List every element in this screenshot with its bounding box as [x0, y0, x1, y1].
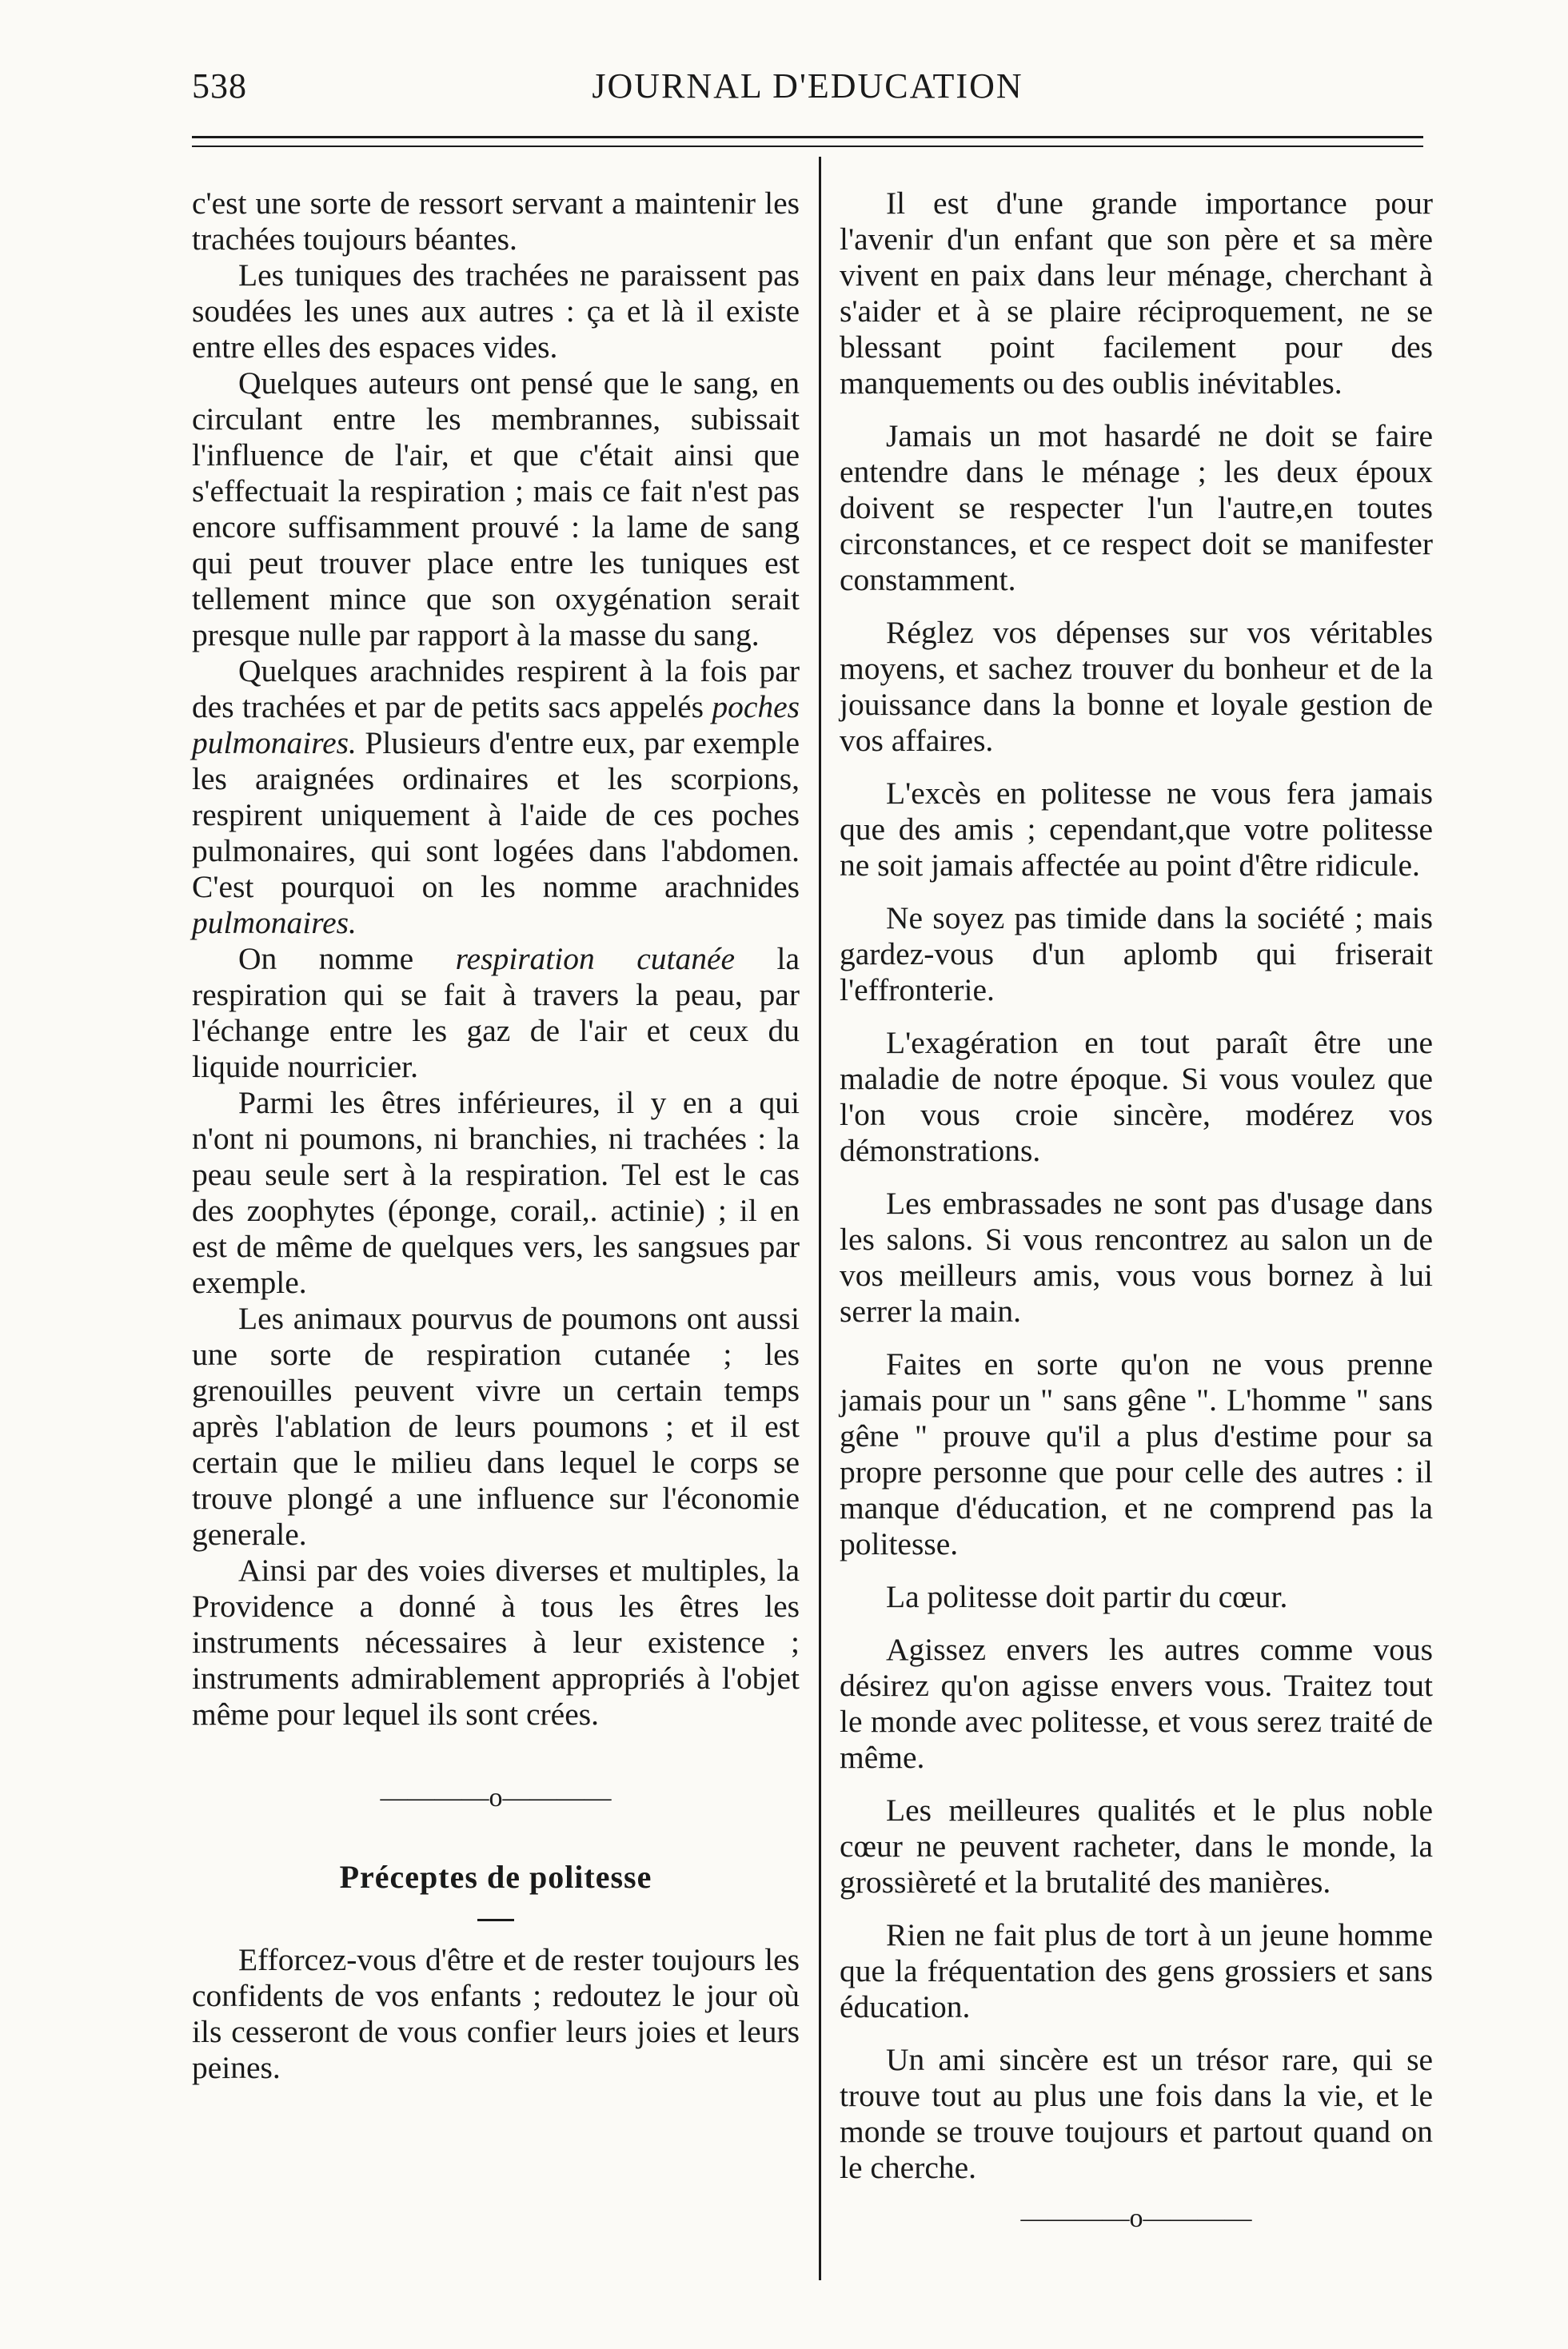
- paragraph: c'est une sorte de ressort servant a maintenir les trachées toujours béantes.: [192, 185, 800, 257]
- paragraph: Il est d'une grande importance pour l'avenir d'un enfant que son père et sa mère vivent en paix dans leur ménage, cherchant à s'aider et à se plaire réciproquement, ne se blessant point facilement pour des manquements ou des oublis inévitables.: [840, 185, 1433, 401]
- paragraph: [192, 941, 800, 1085]
- paragraph: L'excès en politesse ne vous fera jamais que des amis ; cependant,que votre politesse ne soit jamais affectée au point d'être ridicule.: [840, 776, 1433, 883]
- paragraph-text: la respiration qui se fait à travers la peau, par l'échange entre les gaz de l'air et ceux du liquide nourricier.: [192, 941, 800, 1084]
- italic-term: respiration cutanée: [455, 941, 736, 976]
- paragraph: Parmi les êtres inférieures, il y en a qui n'ont ni poumons, ni branchies, ni trachées : la peau seule sert à la respiration. Tel est le cas des zoophytes (éponge, corail,. actinie) ; il en est de même de quelques vers, les sangsues par exemple.: [192, 1085, 800, 1300]
- paragraph-text: Quelques arachnides respirent à la fois par des trachées et par de petits sacs appelés: [192, 653, 800, 724]
- paragraph: [192, 653, 800, 941]
- paragraph-text: On nomme: [238, 941, 456, 976]
- paragraph: L'exagération en tout paraît être une maladie de notre époque. Si vous voulez que l'on vous croie sincère, modérez vos démonstrations.: [840, 1025, 1433, 1168]
- header-rule: [192, 136, 1423, 138]
- paragraph: Les animaux pourvus de poumons ont aussi une sorte de respiration cutanée ; les grenouilles peuvent vivre un certain temps après l'ablation de leurs poumons ; et il est certain que le milieu dans lequel le corps se trouve plongé a une influence sur l'économie generale.: [192, 1301, 800, 1552]
- paragraph: Un ami sincère est un trésor rare, qui se trouve tout au plus une fois dans la vie, et le monde se trouve toujours et partout quand on le cherche.: [840, 2042, 1433, 2185]
- section-separator: ————o————: [380, 1783, 612, 1813]
- paragraph: Les tuniques des trachées ne paraissent pas soudées les unes aux autres : ça et là il existe entre elles des espaces vides.: [192, 257, 800, 365]
- paragraph: Les embrassades ne sont pas d'usage dans les salons. Si vous rencontrez au salon un de vos meilleurs amis, vous vous bornez à lui serrer la main.: [840, 1186, 1433, 1329]
- italic-term: pulmonaires.: [192, 905, 357, 940]
- paragraph: Jamais un mot hasardé ne doit se faire entendre dans le ménage ; les deux époux doivent se respecter l'un l'autre,en toutes circonstances, et ce respect doit se manifester constamment.: [840, 418, 1433, 597]
- header-rule-thin: [192, 146, 1423, 147]
- paragraph: Quelques auteurs ont pensé que le sang, en circulant entre les membrannes, subissait l'influence de l'air, et que c'était ainsi que s'effectuait la respiration ; mais ce fait n'est pas encore suffisamment prouvé : la lame de sang qui peut trouver place entre les tuniques est tellement mince que son oxygénation serait presque nulle par rapport à la masse du sang.: [192, 365, 800, 652]
- paragraph: Les meilleures qualités et le plus noble cœur ne peuvent racheter, dans le monde, la grossièreté et la brutalité des manières.: [840, 1793, 1433, 1900]
- paragraph: La politesse doit partir du cœur.: [886, 1579, 1288, 1614]
- paragraph: Agissez envers les autres comme vous désirez qu'on agisse envers vous. Traitez tout le monde avec politesse, et vous serez traité de même.: [840, 1632, 1433, 1775]
- paragraph: Ne soyez pas timide dans la société ; mais gardez-vous d'un aplomb qui friserait l'effronterie.: [840, 900, 1433, 1007]
- page-number: 538: [192, 66, 247, 106]
- paragraph: Rien ne fait plus de tort à un jeune homme que la fréquentation des gens grossiers et sans éducation.: [840, 1917, 1433, 2024]
- section-separator: ————o————: [1020, 2203, 1252, 2233]
- paragraph: Efforcez-vous d'être et de rester toujours les confidents de vos enfants ; redoutez le jour où ils cesseront de vous confier leurs joies et leurs peines.: [192, 1942, 800, 2085]
- page-header: [192, 66, 1423, 114]
- left-column: [192, 185, 800, 2086]
- paragraph-text: Plusieurs d'entre eux, par exemple les araignées ordinaires et les scorpions, respirent uniquement à l'aide de ces poches pulmonaires, qui sont logées dans l'abdomen. C'est pourquoi on les nomme arachnides: [192, 725, 800, 904]
- column-divider: [819, 157, 821, 2280]
- title-dash: [477, 1919, 514, 1921]
- journal-title: JOURNAL D'EDUCATION: [592, 66, 1023, 106]
- section-title: Préceptes de politesse: [339, 1859, 652, 1895]
- paragraph: Ainsi par des voies diverses et multiples, la Providence a donné à tous les êtres les instruments nécessaires à leur existence ; instruments admirablement appropriés à l'objet même pour lequel ils sont crées.: [192, 1553, 800, 1732]
- right-column: [840, 185, 1433, 2235]
- italic-term: poches pulmonaires.: [192, 689, 800, 760]
- paragraph: Réglez vos dépenses sur vos véritables moyens, et sachez trouver du bonheur et de la jouissance dans la bonne et loyale gestion de vos affaires.: [840, 615, 1433, 758]
- paragraph: Faites en sorte qu'on ne vous prenne jamais pour un " sans gêne ". L'homme " sans gêne " prouve qu'il a plus d'estime pour sa propre personne que pour celle des autres : il manque d'éducation, et ne comprend pas la politesse.: [840, 1346, 1433, 1561]
